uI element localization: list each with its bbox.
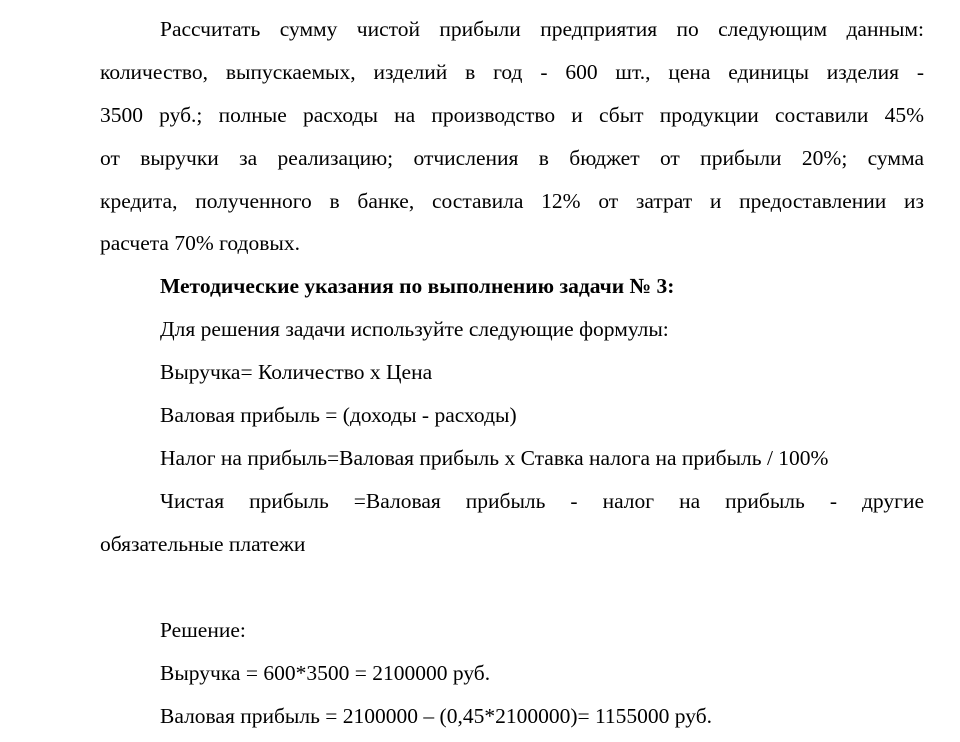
solution-step-gross-profit: Валовая прибыль = 2100000 – (0,45*2100000)= 1155000 руб.	[160, 704, 713, 728]
formula-net-profit-line-2: обязательные платежи	[100, 532, 306, 556]
guidelines-heading: Методические указания по выполнению задачи № 3:	[160, 274, 675, 298]
formula-net-profit-line-1: Чистая прибыль =Валовая прибыль - налог на прибыль - другие	[160, 489, 924, 513]
formula-gross-profit: Валовая прибыль = (доходы - расходы)	[160, 403, 517, 427]
formula-income-tax: Налог на прибыль=Валовая прибыль х Ставка налога на прибыль / 100%	[160, 446, 829, 470]
problem-line-5: кредита, полученного в банке, составила 12% от затрат и предоставлении из	[100, 189, 924, 213]
problem-line-3: 3500 руб.; полные расходы на производство и сбыт продукции составили 45%	[100, 103, 924, 127]
problem-line-2: количество, выпускаемых, изделий в год - 600 шт., цена единицы изделия -	[100, 60, 924, 84]
problem-line-1: Рассчитать сумму чистой прибыли предприятия по следующим данным:	[160, 17, 924, 41]
problem-line-6: расчета 70% годовых.	[100, 231, 300, 255]
guidelines-intro: Для решения задачи используйте следующие формулы:	[160, 317, 669, 341]
problem-line-4: от выручки за реализацию; отчисления в бюджет от прибыли 20%; сумма	[100, 146, 924, 170]
formula-revenue: Выручка= Количество х Цена	[160, 360, 433, 384]
solution-label: Решение:	[160, 618, 246, 642]
solution-step-revenue: Выручка = 600*3500 = 2100000 руб.	[160, 661, 491, 685]
